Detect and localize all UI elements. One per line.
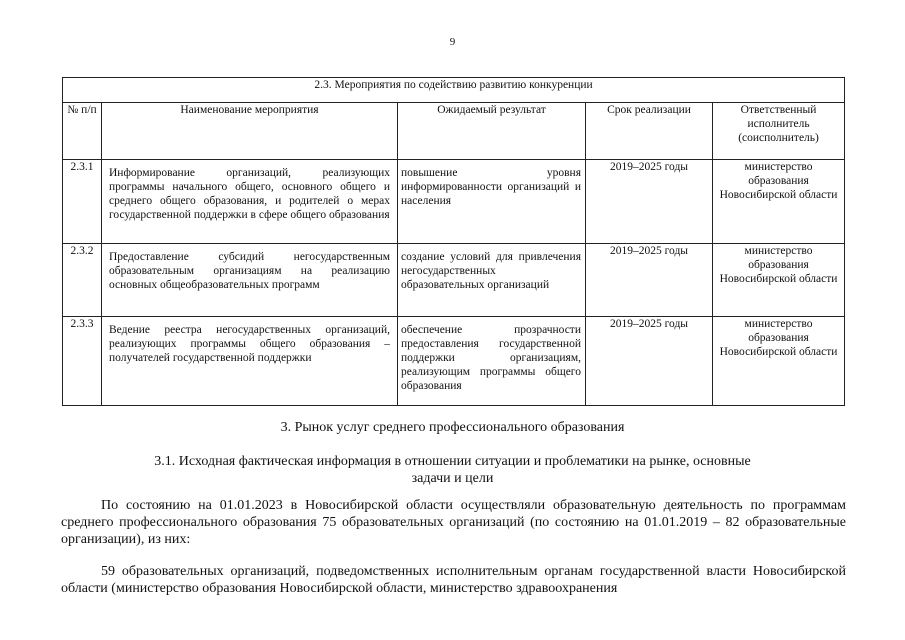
- paragraph: По состоянию на 01.01.2023 в Новосибирской области осуществляли образовательную деятельность по программам среднего профессионального образования 75 образовательных организаций (по состоянию на 01.01.2019 – 82 образовательные организации), из них:: [61, 498, 846, 547]
- measures-table: [62, 77, 845, 406]
- table-row: [63, 160, 845, 244]
- row-executor: министерство образования Новосибирской области: [713, 244, 845, 317]
- header-name: Наименование мероприятия: [102, 103, 398, 160]
- row-executor: министерство образования Новосибирской области: [713, 160, 845, 244]
- header-num: № п/п: [63, 103, 102, 160]
- row-result: обеспечение прозрачности предоставления государственной поддержки организациям, реализующим программы общего образования: [398, 317, 586, 406]
- page-number: 9: [449, 36, 456, 48]
- table-header-row: [63, 103, 845, 160]
- row-name: Предоставление субсидий негосударственным образовательным организациям на реализацию основных общеобразовательных программ: [102, 244, 398, 317]
- section-title: 3. Рынок услуг среднего профессионального образования: [280, 420, 625, 435]
- row-term: 2019–2025 годы: [586, 244, 713, 317]
- table-section-title: 2.3. Мероприятия по содействию развитию конкуренции: [63, 78, 845, 103]
- row-result: создание условий для привлечения негосударственных образовательных организаций: [398, 244, 586, 317]
- row-num: 2.3.1: [63, 160, 102, 244]
- row-name: Ведение реестра негосударственных организаций, реализующих программы общего образования – получателей государственной поддержки: [102, 317, 398, 406]
- header-term: Срок реализации: [586, 103, 713, 160]
- row-term: 2019–2025 годы: [586, 317, 713, 406]
- header-result: Ожидаемый результат: [398, 103, 586, 160]
- header-executor: Ответственный исполнитель (соисполнитель): [713, 103, 845, 160]
- row-result: повышение уровня информированности организаций и населения: [398, 160, 586, 244]
- row-executor: министерство образования Новосибирской области: [713, 317, 845, 406]
- table-row: [63, 244, 845, 317]
- subsection-title: 3.1. Исходная фактическая информация в отношении ситуации и проблематики на рынке, основные задачи и цели: [154, 454, 751, 486]
- paragraph: 59 образовательных организаций, подведомственных исполнительным органам государственной власти Новосибирской области (министерство образования Новосибирской области, министерство здравоохранения: [61, 564, 846, 596]
- table-row: [63, 317, 845, 406]
- row-num: 2.3.2: [63, 244, 102, 317]
- table-section-row: [63, 78, 845, 103]
- row-name: Информирование организаций, реализующих программы начального общего, основного общего и среднего общего образования, и родителей о мерах государственной поддержки в сфере общего образования: [102, 160, 398, 244]
- row-term: 2019–2025 годы: [586, 160, 713, 244]
- row-num: 2.3.3: [63, 317, 102, 406]
